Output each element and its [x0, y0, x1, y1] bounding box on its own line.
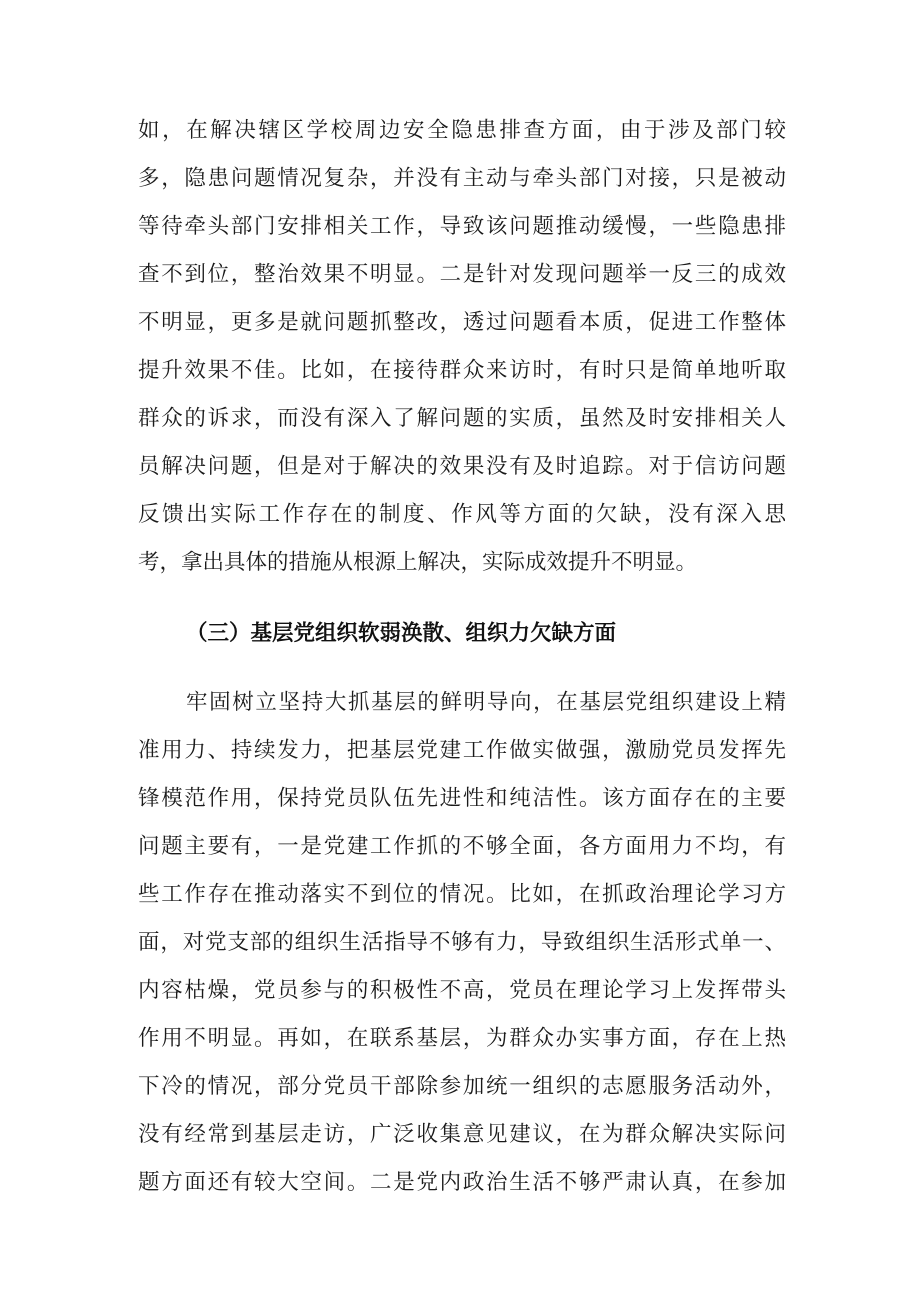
paragraph-2-line: 没有经常到基层走访，广泛收集意见建议，在为群众解决实际问 [138, 1122, 786, 1147]
paragraph-1-line: 不明显，更多是就问题抓整改，透过问题看本质，促进工作整体 [138, 310, 786, 335]
paragraph-1-line: 群众的诉求，而没有深入了解问题的实质，虽然及时安排相关人 [138, 406, 786, 431]
paragraph-2-line: 题方面还有较大空间。二是党内政治生活不够严肃认真，在参加 [138, 1170, 786, 1195]
paragraph-1-line: 反馈出实际工作存在的制度、作风等方面的欠缺，没有深入思 [138, 502, 786, 527]
paragraph-2-line: 牢固树立坚持大抓基层的鲜明导向，在基层党组织建设上精 [186, 690, 786, 715]
paragraph-2-line: 问题主要有，一是党建工作抓的不够全面，各方面用力不均，有 [138, 834, 786, 859]
paragraph-2-line: 些工作存在推动落实不到位的情况。比如，在抓政治理论学习方 [138, 882, 786, 907]
paragraph-1-line: 如，在解决辖区学校周边安全隐患排查方面，由于涉及部门较 [138, 118, 786, 143]
paragraph-2-line: 下冷的情况，部分党员干部除参加统一组织的志愿服务活动外， [138, 1074, 786, 1099]
paragraph-2-line: 作用不明显。再如，在联系基层，为群众办实事方面，存在上热 [138, 1026, 786, 1051]
paragraph-1-line: 多，隐患问题情况复杂，并没有主动与牵头部门对接，只是被动 [138, 166, 786, 191]
paragraph-2-line: 面，对党支部的组织生活指导不够有力，导致组织生活形式单一、 [138, 930, 786, 955]
paragraph-1-line: 员解决问题，但是对于解决的效果没有及时追踪。对于信访问题 [138, 454, 786, 479]
section-heading: （三）基层党组织软弱涣散、组织力欠缺方面 [186, 621, 617, 646]
paragraph-2-line: 内容枯燥，党员参与的积极性不高，党员在理论学习上发挥带头 [138, 978, 786, 1003]
paragraph-2-line: 准用力、持续发力，把基层党建工作做实做强，激励党员发挥先 [138, 738, 786, 763]
paragraph-1-line: 等待牵头部门安排相关工作，导致该问题推动缓慢，一些隐患排 [138, 214, 786, 239]
paragraph-1-line: 提升效果不佳。比如，在接待群众来访时，有时只是简单地听取 [138, 358, 786, 383]
paragraph-1-line: 考，拿出具体的措施从根源上解决，实际成效提升不明显。 [138, 550, 698, 575]
paragraph-2-line: 锋模范作用，保持党员队伍先进性和纯洁性。该方面存在的主要 [138, 786, 786, 811]
paragraph-1-line: 查不到位，整治效果不明显。二是针对发现问题举一反三的成效 [138, 262, 786, 287]
